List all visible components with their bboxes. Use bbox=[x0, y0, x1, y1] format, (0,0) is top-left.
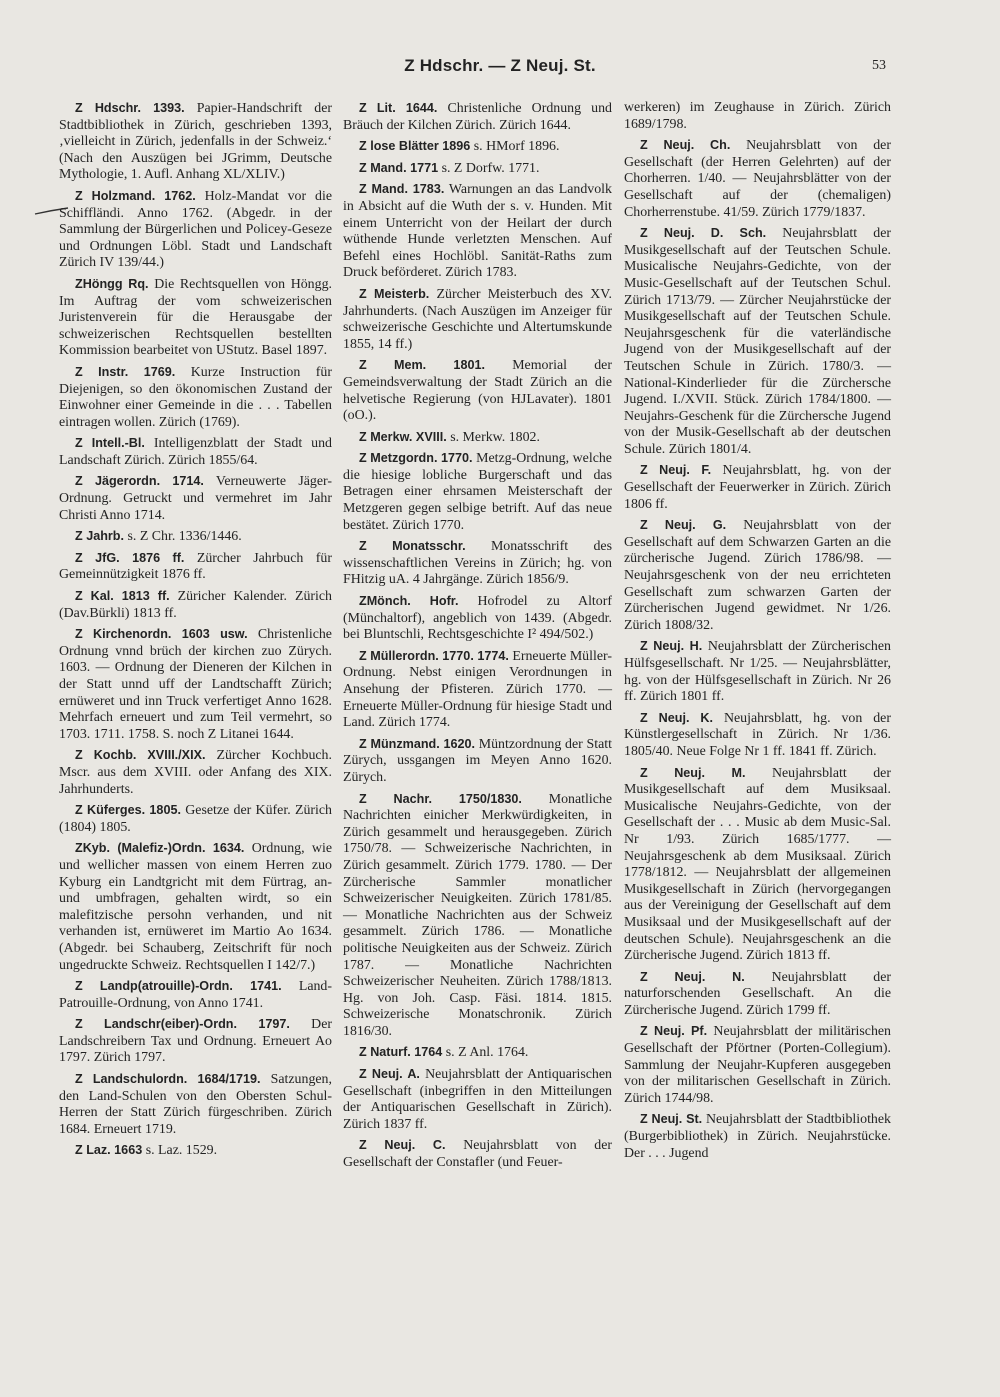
dictionary-entry bbox=[59, 1071, 332, 1138]
entry-text: Neujahrsblatt von der Gesellschaft (der Herren Gelehrten) auf der Chorherren. 1/40. — Neujahrsblätter von der Gesellschaft auf der (chemaligen) Chorherrenstube. 41/59. Zürich 1779/1837. bbox=[624, 138, 891, 220]
entry-lemma: Z Neuj. St. bbox=[640, 1112, 703, 1127]
entry-text: s. HMorf 1896. bbox=[473, 139, 560, 155]
dictionary-entry bbox=[343, 1044, 612, 1062]
entry-text: Gesetze der Küfer. Zürich (1804) 1805. bbox=[59, 803, 332, 835]
dictionary-entry bbox=[59, 188, 332, 272]
entry-text: s. Z Chr. 1336/1446. bbox=[127, 529, 242, 545]
entry-lemma: Z Kal. 1813 ff. bbox=[75, 589, 170, 604]
entry-text: Intelligenzblatt der Stadt und Landschaft Zürich. Zürich 1855/64. bbox=[59, 436, 332, 468]
dictionary-entry bbox=[59, 588, 332, 622]
dictionary-entry bbox=[59, 473, 332, 524]
dictionary-entry bbox=[343, 429, 612, 447]
entry-text: Der Landschreibern Tax und Ordnung. Erneuert Ao 1797. Zürich 1797. bbox=[59, 1017, 332, 1066]
dictionary-entry bbox=[59, 276, 332, 360]
entry-text: werkeren) im Zeughause in Zürich. Zürich 1689/1798. bbox=[624, 100, 891, 132]
entry-lemma: Z Intell.-Bl. bbox=[75, 436, 145, 451]
entry-lemma: Z Neuj. M. bbox=[640, 765, 746, 780]
entry-lemma: Z Mem. 1801. bbox=[359, 358, 485, 373]
dictionary-entry bbox=[59, 528, 332, 546]
dictionary-entry bbox=[624, 100, 891, 133]
entry-lemma: Z JfG. 1876 ff. bbox=[75, 550, 185, 565]
entry-lemma: Z Kirchenordn. 1603 usw. bbox=[75, 627, 248, 642]
entry-text: Land-Patrouille-Ordnung, von Anno 1741. bbox=[59, 979, 332, 1011]
entry-lemma: Z Neuj. Pf. bbox=[640, 1024, 708, 1039]
dictionary-entry bbox=[59, 1142, 332, 1160]
entry-text: Papier-Handschrift der Stadtbibliothek in Zürich, geschrieben 1393, ‚vielleicht in Zürich, jedenfalls in der Schweiz.‘ (Nach den Auszügen bei JGrimm, Deutsche Mythologie, 1. Aufl. Anhang XL/XLIV.) bbox=[59, 101, 332, 183]
dictionary-entry bbox=[343, 791, 612, 1041]
entry-text: Neujahrsblatt, hg. von der Künstlergesellschaft in Zürich. Nr 1/36. 1805/40. Neue Folge Nr 1 ff. 1841 ff. Zürich. bbox=[624, 710, 891, 759]
entry-lemma: Z Neuj. F. bbox=[640, 463, 712, 478]
dictionary-entry bbox=[624, 225, 891, 458]
entry-text: s. Z Anl. 1764. bbox=[445, 1045, 529, 1061]
entry-text: Erneuerte Müller-Ordnung. Nebst einigen Verordnungen in Ansehung der Pfisteren. Zürich 1770. — Erneuerte Müller-Ordnung für hiesige Stadt und Land. Zürich 1774. bbox=[343, 648, 612, 731]
entry-lemma: Z Laz. 1663 bbox=[75, 1143, 143, 1158]
entry-text: Memorial der Gemeindsverwaltung der Stadt Zürich an die helvetische Regierung (von HJLavater). 1801 (oO.). bbox=[343, 358, 612, 424]
entry-lemma: ZHöngg Rq. bbox=[75, 276, 149, 291]
entry-text: Zürcher Jahrbuch für Gemeinnützigkeit 1876 ff. bbox=[59, 550, 332, 583]
dictionary-entry bbox=[59, 802, 332, 836]
entry-text: s. Merkw. 1802. bbox=[450, 429, 540, 445]
entry-text: Neujahrsblatt der Musikgesellschaft auf dem Musiksaal. Musicalische Neujahrs-Gedichte, von der Gesellschaft der . . . Music ab dem Music-Sal. Nr 1/93. Zürich 1685/1777. — Neujahrsgeschenk ab dem Musiksaal. Zürich 1778/1812. — Neujahrsblatt der allgemeinen Musikgesellschaft in Zürich (hervorgegangen aus der Vereinigung der Gesellschaft auf dem Musiksaal und der Musikgesellschaft auf der deutschen Schule). Neujahrsgeschenk an die Zürcherische Jugend. Zürich 1813 ff. bbox=[624, 765, 891, 964]
running-head: Z Hdschr. — Z Neuj. St. bbox=[404, 56, 596, 75]
entry-text: Kurze Instruction für Diejenigen, so den ökonomischen Zustand der Einwohner einer Gemeinde in die . . . Tabellen eintragen wollen. Zürich (1769). bbox=[59, 364, 332, 430]
entry-lemma: Z Neuj. G. bbox=[640, 518, 727, 533]
entry-text: Neujahrsblatt von der Gesellschaft der Constafler (und Feuer- bbox=[343, 1138, 612, 1171]
dictionary-entry bbox=[343, 357, 612, 424]
dictionary-entry bbox=[624, 462, 891, 513]
column-2 bbox=[343, 100, 612, 1176]
entry-lemma: Z Mand. 1771 bbox=[359, 160, 439, 175]
dictionary-entry bbox=[59, 364, 332, 431]
dictionary-entry bbox=[624, 1023, 891, 1107]
entry-text: Neujahrsblatt der Stadtbibliothek (Burgerbibliothek) in Zürich. Neujahrstücke. Der . . . Jugend bbox=[624, 1112, 891, 1161]
dictionary-entry bbox=[343, 160, 612, 178]
entry-lemma: Z Mand. 1783. bbox=[359, 182, 445, 197]
dictionary-entry bbox=[59, 747, 332, 798]
dictionary-entry bbox=[59, 840, 332, 974]
column-1 bbox=[59, 100, 332, 1164]
entry-lemma: Z Hdschr. 1393. bbox=[75, 101, 185, 115]
entry-lemma: Z lose Blätter 1896 bbox=[359, 139, 471, 154]
dictionary-entry bbox=[59, 435, 332, 469]
entry-lemma: Z Nachr. 1750/1830. bbox=[359, 791, 522, 806]
entry-text: Zürcher Meisterbuch des XV. Jahrhunderts. (Nach Auszügen im Anzeiger für schweizerische Geschichte und Altertumskunde 1855, 14 ff.) bbox=[343, 286, 612, 352]
entry-lemma: Z Monatsschr. bbox=[359, 539, 466, 554]
dictionary-entry bbox=[624, 969, 891, 1020]
entry-lemma: Z Metzgordn. 1770. bbox=[359, 451, 473, 466]
dictionary-entry bbox=[624, 638, 891, 705]
dictionary-entry bbox=[59, 1016, 332, 1067]
dictionary-entry bbox=[343, 736, 612, 787]
dictionary-entry bbox=[59, 550, 332, 584]
entry-lemma: Z Landschr(eiber)-Ordn. 1797. bbox=[75, 1017, 290, 1032]
entry-lemma: Z Neuj. D. Sch. bbox=[640, 226, 767, 241]
entry-text: Monatliche Nachrichten einicher Merkwürdigkeiten, in Zürich gesammelt und herausgegeben. Zürich 1750/78. — Schweizerische Nachrichten, in Zürich gesammelt. Zürich 1779. 1780. — Der Zürcherische Sammler monatlicher Schweizerischer Neuigkeiten. Zürich 1781/85. — Monatliche Nachrichten aus der Schweiz gesammelt. Zürich 1786. — Monatliche politische Neuigkeiten aus der Schweiz. Zürich 1787. — Monatliche Nachrichten Schweizerischer Neuheiten. Zürich 1788/1813. Hg. von Joh. Casp. Fäsi. 1814. 1815. Schweizerische Monatschronik. Zürich 1816/30. bbox=[343, 791, 612, 1039]
column-3 bbox=[624, 100, 891, 1166]
entry-text: Christenliche Ordnung und Bräuch der Kilchen Zürich. Zürich 1644. bbox=[343, 101, 613, 133]
entry-lemma: Z Neuj. A. bbox=[359, 1067, 420, 1082]
entry-lemma: Z Neuj. C. bbox=[359, 1138, 446, 1153]
entry-text: s. Laz. 1529. bbox=[145, 1143, 218, 1159]
entry-text: Müntzordnung der Statt Zürych, ussgangen im Meyen Anno 1620. Zürych. bbox=[343, 736, 612, 785]
entry-lemma: Z Küferges. 1805. bbox=[75, 803, 181, 818]
entry-lemma: Z Landp(atrouille)-Ordn. 1741. bbox=[75, 979, 282, 994]
entry-text: Warnungen an das Landvolk in Absicht auf die Wuth der s. v. Hunden. Mit einem Unterricht von der Heilart der durch wüthende Hunde verletzten Menschen. Auf Befehl eines Hochlöbl. Sanität-Raths zum Druck beförderet. Zürich 1783. bbox=[343, 182, 612, 281]
entry-lemma: Z Lit. 1644. bbox=[359, 101, 438, 115]
entry-lemma: Z Naturf. 1764 bbox=[359, 1045, 443, 1060]
dictionary-entry bbox=[343, 1066, 612, 1133]
entry-lemma: Z Meisterb. bbox=[359, 286, 430, 301]
entry-lemma: ZKyb. (Malefiz-)Ordn. 1634. bbox=[75, 841, 245, 856]
entry-text: Neujahrsblatt der naturforschenden Gesellschaft. An die Zürcherische Jugend. Zürich 1799 ff. bbox=[624, 969, 891, 1018]
dictionary-entry bbox=[624, 517, 891, 634]
entry-text: Zürcher Kochbuch. Mscr. aus dem XVIII. oder Anfang des XIX. Jahrhunderts. bbox=[59, 748, 332, 797]
dictionary-entry bbox=[343, 593, 612, 644]
entry-lemma: Z Jahrb. bbox=[75, 529, 124, 544]
entry-text: Neujahrsblatt, hg. von der Gesellschaft der Feuerwerker in Zürich. Zürich 1806 ff. bbox=[624, 463, 891, 512]
entry-lemma: Z Kochb. XVIII./XIX. bbox=[75, 748, 206, 763]
dictionary-entry bbox=[624, 710, 891, 761]
dictionary-entry bbox=[59, 100, 332, 184]
entry-lemma: Z Müllerordn. 1770. 1774. bbox=[359, 648, 509, 663]
dictionary-entry bbox=[343, 138, 612, 156]
entry-text: Verneuwerte Jäger-Ordnung. Getruckt und vermehret im Jahr Christi Anno 1714. bbox=[59, 474, 332, 523]
entry-text: Metzg-Ordnung, welche die hiesige lobliche Burgerschaft und das Betragen einer ehrsamen Meisterschaft der Metzgeren gegen selbige betrift. Auf das neue bestätet. Zürich 1770. bbox=[343, 451, 612, 533]
entry-text: Satzungen, den Land-Schulen von den Obersten Schul-Herren der Statt Zürich fürgeschriben. Zürich 1684. Erneuert 1719. bbox=[59, 1072, 332, 1137]
dictionary-entry bbox=[343, 538, 612, 589]
entry-text: Ordnung, wie und wellicher massen von einem Herren zuo Kyburg ein Landtgricht mit dem Fürtrag, an- und umbfragen, gehalten wirdt, so ein malefitzische persohn verhanden, und nit verhanden ist, ernüweret im Martio Ao 1634. (Abgedr. bei Schauberg, Zeitschrift für noch ungedruckte Schweiz. Rechtsquellen I 142/7.) bbox=[59, 841, 332, 973]
dictionary-entry bbox=[59, 626, 332, 743]
entry-text: Neujahrsblatt der Zürcherischen Hülfsgesellschaft. Nr 1/25. — Neujahrsblätter, hg. von der Hülfsgesellschaft in Zürich. Nr 26 ff. Zürich 1801 ff. bbox=[624, 639, 891, 705]
entry-lemma: ZMönch. Hofr. bbox=[359, 594, 459, 609]
entry-text: Neujahrsblatt von der Gesellschaft auf dem Schwarzen Garten an die zürcherische Jugend. Zürich 1786/98. — Neujahrsgeschenk von der neu errichteten Gesellschaft zum schwarzen Garten der Zürcherischen Jugend gewidmet. Nr 1/26. Zürich 1808/32. bbox=[624, 518, 891, 633]
dictionary-entry bbox=[343, 286, 612, 353]
entry-text: Neujahrsblatt der Musikgesellschaft auf der Teutschen Schule. Musicalische Neujahrs-Gedichte, von der Music-Gesellschaft auf der Teutschen Schul. Zürich 1713/79. — Zürcher Neujahrstücke der Musikgesellschaft auf der Teutschen Schule. Neujahrsgeschenk für die vaterländische Jugend von der Musikgesellschaft auf der Teutschen Schule in Zürich. 1780/3. — National-Kinderlieder für die Zürchersche Jugend. I./XVII. Stück. Zürich 1784/1800. — Neujahrs-Geschenk für die Zürchersche Jugend von der Musik-Gesellschaft ab der deutschen Schule. Zürich 1801/4. bbox=[624, 226, 891, 457]
entry-lemma: Z Neuj. H. bbox=[640, 639, 703, 654]
dictionary-entry bbox=[59, 978, 332, 1012]
dictionary-entry bbox=[343, 1137, 612, 1171]
entry-lemma: Z Holzmand. 1762. bbox=[75, 188, 196, 203]
entry-text: Neujahrsblatt der militärischen Gesellschaft der Pförtner (Porten-Collegium). Sammlung der Neujahr-Kupferen ausgegeben von der militarischen Gesellschaft in Zürich. Zürich 1744/98. bbox=[624, 1024, 891, 1106]
dictionary-entry bbox=[343, 450, 612, 534]
dictionary-entry bbox=[624, 1111, 891, 1162]
dictionary-entry bbox=[624, 137, 891, 221]
entry-lemma: Z Neuj. N. bbox=[640, 969, 745, 984]
dictionary-entry bbox=[343, 181, 612, 282]
page-number: 53 bbox=[872, 58, 886, 73]
entry-text: s. Z Dorfw. 1771. bbox=[441, 160, 540, 176]
dictionary-entry bbox=[343, 100, 612, 134]
entry-text: Christenliche Ordnung vnnd brüch der kirchen zuo Zürych. 1603. — Ordnung der Dieneren der Kilchen in der Statt unnd uff der Landtschafft Zürich; ernüweret und inn Truck verfertiget Anno 1628. Mehrfach erneuert und zum Teil vermehrt, so 1703. 1711. 1758. S. noch Z Litanei 1644. bbox=[59, 627, 332, 742]
entry-lemma: Z Merkw. XVIII. bbox=[359, 429, 447, 444]
entry-text: Hofrodel zu Altorf (Münchaltorf), angeblich von 1439. (Abgedr. bei Bluntschli, Rechtsgeschichte I² 494/502.) bbox=[343, 594, 612, 643]
dictionary-entry bbox=[343, 648, 612, 732]
entry-text: Neujahrsblatt der Antiquarischen Gesellschaft (inbegriffen in den Mitteilungen der Antiquarischen Gesellschaft in Zürich). Zürich 1837 ff. bbox=[343, 1067, 612, 1132]
entry-lemma: Z Neuj. K. bbox=[640, 710, 713, 725]
entry-lemma: Z Landschulordn. 1684/1719. bbox=[75, 1072, 261, 1087]
entry-lemma: Z Neuj. Ch. bbox=[640, 138, 731, 153]
entry-text: Monatsschrift des wissenschaftlichen Vereins in Zürich; hg. von FHitzig uA. 4 Jahrgänge. Zürich 1856/9. bbox=[343, 539, 612, 588]
entry-lemma: Z Münzmand. 1620. bbox=[359, 736, 475, 751]
entry-lemma: Z Jägerordn. 1714. bbox=[75, 474, 204, 489]
dictionary-entry bbox=[624, 765, 891, 965]
entry-text: Holz-Mandat vor die Schiffländi. Anno 1762. (Abgedr. in der Sammlung der Bürgerlichen und Policey-Geseze und Ordnungen Löbl. Stadt und Landschaft Zürich IV 139/44.) bbox=[59, 188, 332, 271]
entry-lemma: Z Instr. 1769. bbox=[75, 364, 176, 379]
entry-text: Die Rechtsquellen von Höngg. Im Auftrag der vom schweizerischen Juristenverein für die Herausgabe der schweizerischen Rechtsquellen bestellten Kommission bearbeitet von UStutz. Basel 1897. bbox=[59, 276, 332, 359]
entry-text: Züricher Kalender. Zürich (Dav.Bürkli) 1813 ff. bbox=[59, 589, 332, 621]
